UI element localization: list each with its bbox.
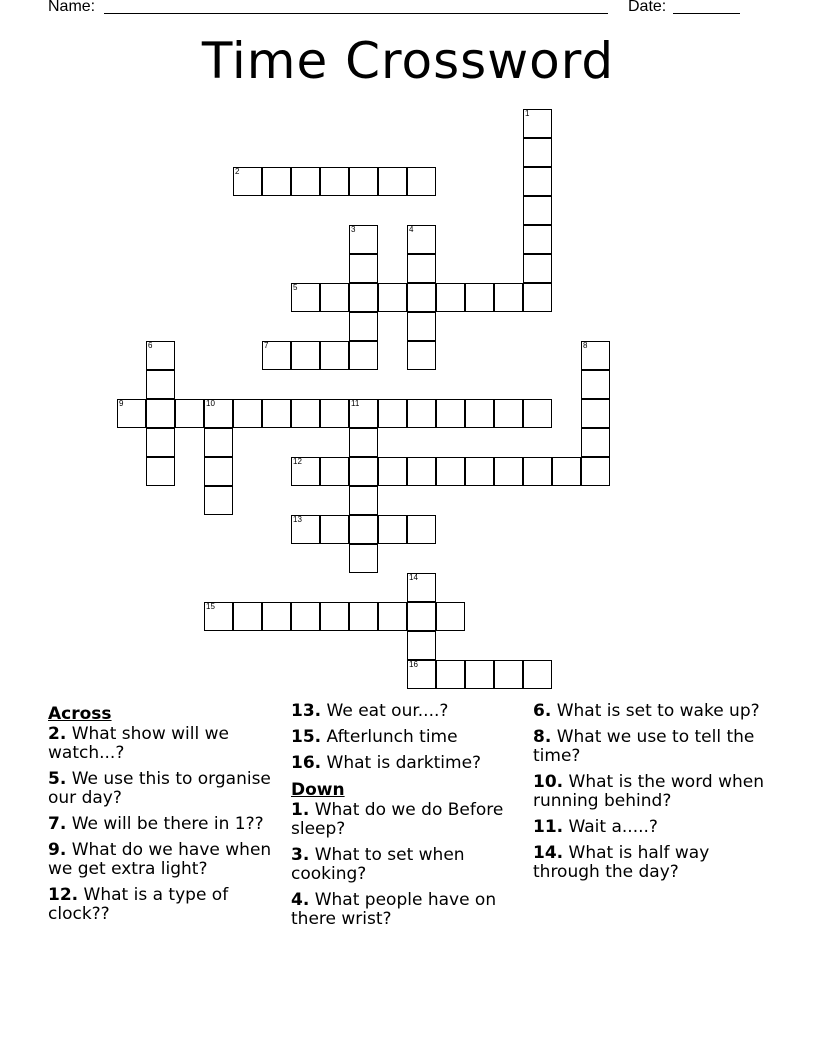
crossword-cell[interactable] <box>349 399 378 428</box>
crossword-cell[interactable] <box>233 399 262 428</box>
crossword-cell[interactable] <box>581 399 610 428</box>
crossword-cell[interactable] <box>349 225 378 254</box>
crossword-cell[interactable] <box>349 515 378 544</box>
crossword-cell[interactable] <box>291 602 320 631</box>
crossword-cell[interactable] <box>494 457 523 486</box>
clue-text: What is the word when running behind? <box>533 772 765 811</box>
clue-across-7: 7. We will be there in 1?? <box>48 814 264 834</box>
clue-number: 10 <box>533 772 557 792</box>
crossword-cell[interactable] <box>349 428 378 457</box>
clue-down-3: 3. What to set when cooking? <box>291 845 465 884</box>
crossword-cell[interactable] <box>523 283 552 312</box>
cell-number: 5 <box>293 283 298 292</box>
crossword-cell[interactable] <box>407 167 436 196</box>
crossword-cell[interactable] <box>349 312 378 341</box>
clue-number: 14 <box>533 843 557 863</box>
crossword-cell[interactable] <box>320 457 349 486</box>
cell-number: 7 <box>264 341 269 350</box>
crossword-cell[interactable] <box>204 602 233 631</box>
clue-across-9: 9. What do we have when we get extra light? <box>48 840 272 879</box>
crossword-cell[interactable] <box>204 457 233 486</box>
clue-text: What is darktime? <box>326 753 482 773</box>
cell-number: 1 <box>525 109 530 118</box>
crossword-cell[interactable] <box>523 254 552 283</box>
clue-column-1 <box>48 702 288 931</box>
clue-number: 13 <box>291 701 315 721</box>
crossword-cell[interactable] <box>262 167 291 196</box>
crossword-cell[interactable] <box>523 196 552 225</box>
crossword-cell[interactable] <box>494 283 523 312</box>
clue-down-14: 14. What is half way through the day? <box>533 843 710 882</box>
crossword-cell[interactable] <box>349 544 378 573</box>
clue-number: 9 <box>48 840 60 860</box>
crossword-cell[interactable] <box>349 254 378 283</box>
crossword-cell[interactable] <box>465 660 494 689</box>
crossword-cell[interactable] <box>494 399 523 428</box>
crossword-cell[interactable] <box>407 573 436 602</box>
crossword-cell[interactable] <box>349 283 378 312</box>
crossword-cell[interactable] <box>262 399 291 428</box>
cell-number: 16 <box>409 660 418 669</box>
crossword-cell[interactable] <box>291 399 320 428</box>
crossword-cell[interactable] <box>465 457 494 486</box>
clue-text: We use this to organise our day? <box>48 769 271 808</box>
crossword-cell[interactable] <box>349 341 378 370</box>
clue-number: 11 <box>533 817 557 837</box>
clue-down-8: 8. What we use to tell the time? <box>533 727 755 766</box>
crossword-cell[interactable] <box>494 660 523 689</box>
crossword-cell[interactable] <box>378 457 407 486</box>
crossword-cell[interactable] <box>349 457 378 486</box>
crossword-cell[interactable] <box>523 457 552 486</box>
crossword-cell[interactable] <box>204 486 233 515</box>
crossword-cell[interactable] <box>436 283 465 312</box>
crossword-cell[interactable] <box>465 283 494 312</box>
clue-number: 5 <box>48 769 60 789</box>
clue-across-5: 5. We use this to organise our day? <box>48 769 271 808</box>
crossword-cell[interactable] <box>204 399 233 428</box>
down-heading: Down <box>291 780 345 800</box>
crossword-cell[interactable] <box>407 602 436 631</box>
crossword-cell[interactable] <box>204 428 233 457</box>
clue-text: What we use to tell the time? <box>533 727 755 766</box>
clue-number: 7 <box>48 814 60 834</box>
clue-across-2: 2. What show will we watch...? <box>48 724 229 763</box>
page-title: Time Crossword <box>201 32 615 90</box>
cell-number: 14 <box>409 573 418 582</box>
crossword-cell[interactable] <box>349 167 378 196</box>
clue-text: We eat our....? <box>326 701 449 721</box>
cell-number: 8 <box>583 341 588 350</box>
crossword-cell[interactable] <box>291 457 320 486</box>
crossword-cell[interactable] <box>407 660 436 689</box>
crossword-cell[interactable] <box>407 457 436 486</box>
clue-text: What is half way through the day? <box>533 843 710 882</box>
clue-number: 8 <box>533 727 545 747</box>
cell-number: 15 <box>206 602 215 611</box>
clue-number: 16 <box>291 753 315 773</box>
crossword-cell[interactable] <box>378 283 407 312</box>
clue-across-12: 12. What is a type of clock?? <box>48 885 229 924</box>
crossword-cell[interactable] <box>262 602 291 631</box>
crossword-cell[interactable] <box>320 341 349 370</box>
crossword-cell[interactable] <box>407 399 436 428</box>
crossword-cell[interactable] <box>436 602 465 631</box>
crossword-cell[interactable] <box>523 167 552 196</box>
name-label: Name: <box>48 0 96 15</box>
crossword-cell[interactable] <box>407 341 436 370</box>
clue-column-3 <box>533 702 773 889</box>
crossword-cell[interactable] <box>581 457 610 486</box>
crossword-cell[interactable] <box>320 283 349 312</box>
clue-number: 15 <box>291 727 315 747</box>
clue-text: What is set to wake up? <box>556 701 760 721</box>
crossword-cell[interactable] <box>552 457 581 486</box>
crossword-cell[interactable] <box>117 399 146 428</box>
crossword-cell[interactable] <box>349 486 378 515</box>
crossword-cell[interactable] <box>407 283 436 312</box>
cell-number: 11 <box>351 399 360 408</box>
crossword-cell[interactable] <box>581 428 610 457</box>
crossword-cell[interactable] <box>291 283 320 312</box>
date-label: Date: <box>628 0 667 15</box>
crossword-cell[interactable] <box>523 660 552 689</box>
clue-text: What is a type of clock?? <box>48 885 229 924</box>
clue-number: 6 <box>533 701 545 721</box>
cell-number: 6 <box>148 341 153 350</box>
crossword-cell[interactable] <box>320 399 349 428</box>
clue-down-11: 11. Wait a.....? <box>533 817 658 837</box>
crossword-cell[interactable] <box>146 457 175 486</box>
cell-number: 10 <box>206 399 215 408</box>
clue-down-1: 1. What do we do Before sleep? <box>291 800 504 839</box>
crossword-cell[interactable] <box>291 341 320 370</box>
crossword-cell[interactable] <box>407 312 436 341</box>
cell-number: 4 <box>409 225 414 234</box>
clue-text: What people have on there wrist? <box>291 890 497 929</box>
crossword-cell[interactable] <box>146 341 175 370</box>
cell-number: 3 <box>351 225 356 234</box>
clue-down-10: 10. What is the word when running behind? <box>533 772 765 811</box>
clue-text: What do we have when we get extra light? <box>48 840 272 879</box>
crossword-cell[interactable] <box>233 167 262 196</box>
clue-text: Afterlunch time <box>326 727 458 747</box>
crossword-cell[interactable] <box>146 370 175 399</box>
crossword-cell[interactable] <box>378 167 407 196</box>
clue-number: 1 <box>291 800 303 820</box>
crossword-cell[interactable] <box>407 254 436 283</box>
crossword-cell[interactable] <box>146 428 175 457</box>
crossword-cell[interactable] <box>523 109 552 138</box>
clue-text: What show will we watch...? <box>48 724 229 763</box>
crossword-cell[interactable] <box>146 399 175 428</box>
crossword-cell[interactable] <box>349 602 378 631</box>
crossword-cell[interactable] <box>436 457 465 486</box>
clue-text: What to set when cooking? <box>291 845 465 884</box>
clue-across-16: 16. What is darktime? <box>291 753 482 773</box>
clue-across-13: 13. We eat our....? <box>291 701 449 721</box>
crossword-cell[interactable] <box>233 602 262 631</box>
crossword-cell[interactable] <box>378 515 407 544</box>
crossword-cell[interactable] <box>378 399 407 428</box>
clue-text: We will be there in 1?? <box>71 814 264 834</box>
crossword-cell[interactable] <box>320 515 349 544</box>
crossword-cell[interactable] <box>407 631 436 660</box>
clue-text: Wait a.....? <box>568 817 658 837</box>
across-heading: Across <box>48 704 112 724</box>
crossword-cell[interactable] <box>523 225 552 254</box>
clue-number: 12 <box>48 885 72 905</box>
clue-text: What do we do Before sleep? <box>291 800 504 839</box>
clue-down-6: 6. What is set to wake up? <box>533 701 760 721</box>
crossword-cell[interactable] <box>465 399 494 428</box>
clue-column-2 <box>291 702 531 936</box>
crossword-cell[interactable] <box>175 399 204 428</box>
crossword-cell[interactable] <box>378 602 407 631</box>
crossword-cell[interactable] <box>320 167 349 196</box>
crossword-cell[interactable] <box>581 370 610 399</box>
cell-number: 13 <box>293 515 302 524</box>
clue-number: 2 <box>48 724 60 744</box>
crossword-cell[interactable] <box>407 515 436 544</box>
clue-number: 4 <box>291 890 303 910</box>
crossword-cell[interactable] <box>291 515 320 544</box>
clue-across-15: 15. Afterlunch time <box>291 727 458 747</box>
crossword-cell[interactable] <box>262 341 291 370</box>
crossword-cell[interactable] <box>523 399 552 428</box>
crossword-cell[interactable] <box>581 341 610 370</box>
crossword-cell[interactable] <box>436 660 465 689</box>
crossword-cell[interactable] <box>436 399 465 428</box>
crossword-cell[interactable] <box>523 138 552 167</box>
cell-number: 12 <box>293 457 302 466</box>
clue-number: 3 <box>291 845 303 865</box>
cell-number: 2 <box>235 167 240 176</box>
crossword-cell[interactable] <box>320 602 349 631</box>
crossword-cell[interactable] <box>291 167 320 196</box>
cell-number: 9 <box>119 399 124 408</box>
clue-down-4: 4. What people have on there wrist? <box>291 890 497 929</box>
crossword-cell[interactable] <box>407 225 436 254</box>
